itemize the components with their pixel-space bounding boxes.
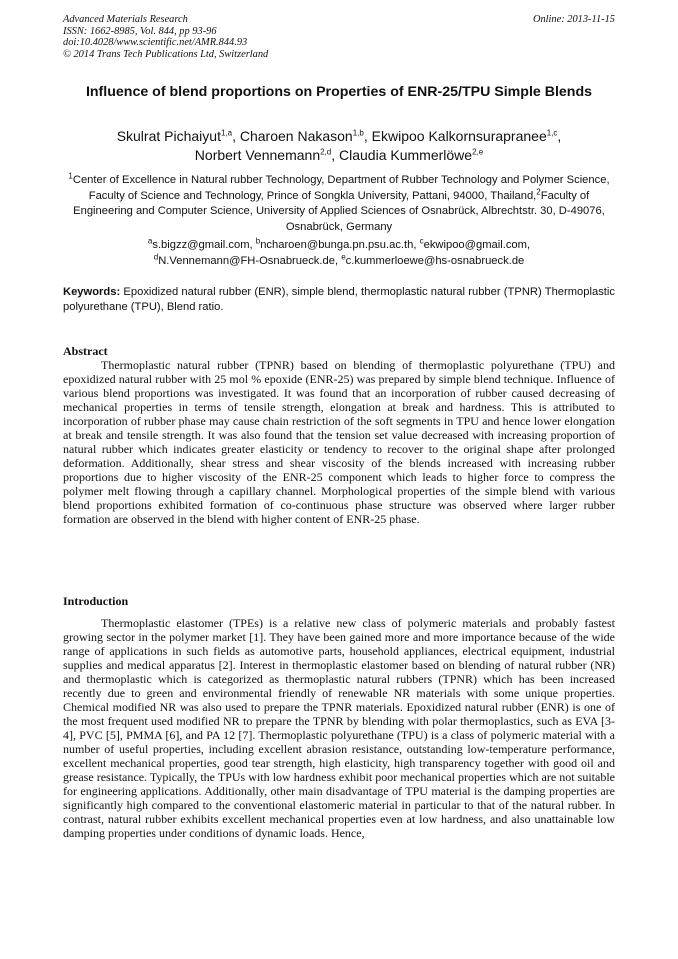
abstract-text: Thermoplastic natural rubber (TPNR) based on blending of thermoplastic polyurethane (TPU) and epoxidized natural rubber with 25 mol % epoxide (ENR-25) was prepared by simple blend technique. Influence of various blend proportions was investigated. It was found that an incorporation of rubber caused decreasing of mechanical properties in terms of tensile strength, elongation at break and hardness. This is attributed to incorporation of rubber phase may cause chain restriction of the soft segments in TPU and hence lower elongation at break and tensile strength. It was also found that the tension set value decreased with increasing proportion of natural rubber which indicates greater elasticity or tendency to recover to the original shape after prolonged deformation. Additionally, shear stress and shear viscosity of the blends increased with increasing rubber proportions due to higher viscosity of the ENR-25 component which leads to higher force to compress the polymer melt flowing through a capillary channel. Morphological properties of the simple blend with various blend proportions exhibited formation of co-continuous phase structure was observed where larger rubber formation are observed in the blend with higher content of ENR-25 phase. [63,358,615,526]
doi-line: doi:10.4028/www.scientific.net/AMR.844.93 [63,37,248,49]
introduction-text: Thermoplastic elastomer (TPEs) is a relative new class of polymeric materials and probably fastest growing sector in the polymer market [1]. They have been gained more and more importance because of the wide range of applications in such fields as automotive parts, household appliances, electrical equipment, industrial supplies and medical apparatus [2]. Interest in thermoplastic elastomer based on blending of natural rubber (NR) and thermoplastic which is categorized as thermoplastic natural rubbers (TPNR) which has been increased recently due to green and environmental friendly of renewable NR materials with some unique properties. Chemical modified NR was also used to prepare the TPNR materials. Epoxidized natural rubber (ENR) is one of the most frequent used modified NR to prepare the TPNR by blending with polar thermoplastics, such as EVA [3-4], PVC [5], PMMA [6], and PA 12 [7]. Thermoplastic polyurethane (TPU) is a class of polymeric material with a number of useful properties, including excellent abrasion resistance, outstanding low-temperature performance, excellent mechanical properties, good tear strength, high elasticity, high transparency together with good oil and grease resistance. Typically, the TPUs with low hardness exhibit poor mechanical properties which are not suitable for engineering applications. Additionally, other main disadvantage of TPU material is the damping properties are significantly high compared to the conventional elastomeric material in particular to that of the natural rubber. In contrast, natural rubber exhibits excellent mechanical properties even at low hardness, and also unattainable low damping properties under conditions of dynamic loads. Hence, [63,616,615,840]
email-list: $^a$s.bigzz@gmail.com, $^b$ncharoen@bunga.pn.psu.ac.th, $^c$ekwipoo@gmail.com, $^d$N.Vennemann@FH-Osnabrueck.de, $^e$c.kummerloewe@hs-osnabrueck.de [147,236,531,267]
paper-title: Influence of blend proportions on Properties of ENR-25/TPU Simple Blends [85,84,593,100]
keywords-label: Keywords: [63,286,121,298]
email-link[interactable]: s.bigzz@gmail.com [152,239,250,251]
email-link[interactable]: ekwipoo@gmail.com [423,239,527,251]
online-date: Online: 2013-11-15 [532,14,615,25]
author-name: Skulrat Pichaiyut [116,128,221,144]
keywords-block [63,285,615,316]
affiliation-1: Center of Excellence in Natural rubber Technology, Department of Rubber Technology and Polymer Science, Faculty of Science and Technology, Prince of Songkla University, Pattani, 94000, Thailand, [72,174,610,202]
author-name: Charoen Nakason [239,128,353,144]
author-name: Claudia Kummerlöwe [339,147,473,163]
author-name: Norbert Vennemann [194,147,321,163]
journal-name: Advanced Materials Research [63,14,188,25]
email-link[interactable]: c.kummerloewe@hs-osnabrueck.de [345,254,525,267]
author-name: Ekwipoo Kalkornsurapranee [371,128,547,144]
affiliation-2: Faculty of Engineering and Computer Science, University of Applied Sciences of Osnabrück, Albrechtstr. 30, D-49076, Osnabrück, Germany [73,189,605,233]
author-superscript: 2,e [472,147,484,157]
abstract-heading: Abstract [63,344,108,358]
affiliations: $^1$Center of Excellence in Natural rubber Technology, Department of Rubber Technology and Polymer Science, Faculty of Science and Technology, Prince of Songkla University, Pattani, 94000, Thailand,$^2$Faculty of Engineering and Computer Science, University of Applied Sciences of Osnabrück, Albrechtstr. 30, D-49076, Osnabrück, Germany [68,171,610,233]
author-superscript: 1,a [220,128,233,138]
keywords-text: Epoxidized natural rubber (ENR), simple blend, thermoplastic natural rubber (TPNR) Thermoplastic polyurethane (TPU), Blend ratio. [63,286,615,314]
issn-line: ISSN: 1662-8985, Vol. 844, pp 93-96 [63,25,217,37]
author-superscript: 2,d [320,147,332,157]
introduction-heading: Introduction [63,594,129,608]
email-link[interactable]: ncharoen@bunga.pn.psu.ac.th [260,239,414,251]
journal-header [63,14,615,60]
email-link[interactable]: N.Vennemann@FH-Osnabrueck.de [158,254,335,267]
author-superscript: 1,b [352,128,364,138]
copyright-line: © 2014 Trans Tech Publications Ltd, Switzerland [63,48,269,60]
author-list: Skulrat Pichaiyut$^{1,a}$, Charoen Nakason$^{1,b}$, Ekwipoo Kalkornsurapranee$^{1,c}$, Norbert Vennemann$^{2,d}$, Claudia Kummerlöwe$^{2,e}$ [116,128,562,163]
author-superscript: 1,c [546,128,558,138]
